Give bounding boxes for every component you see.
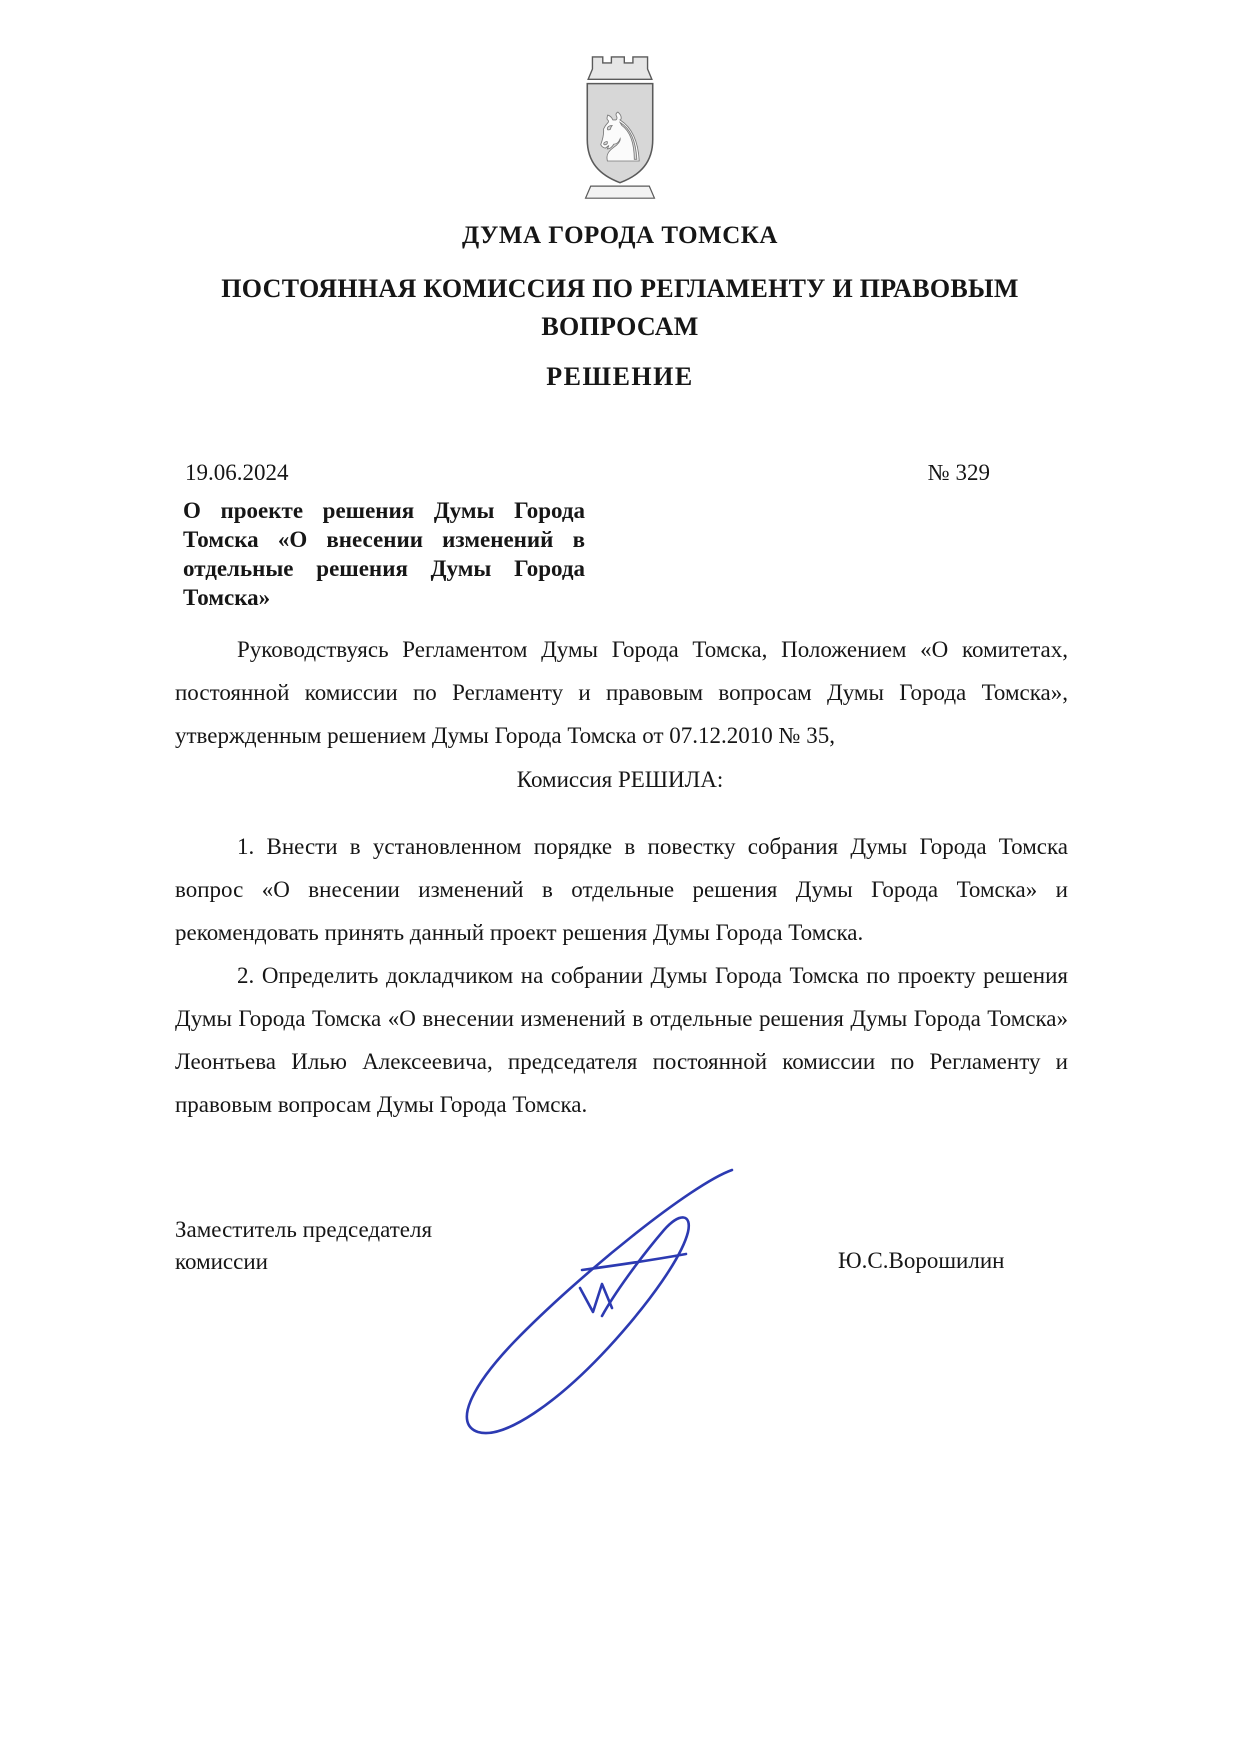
resolution-item-2: 2. Определить докладчиком на собрании Думы Города Томска по проекту решения Думы Города Томска «О внесении изменений в отдельные решения Думы Города Томска» Леонтьева Илью Алексеевича, председателя постоянной комиссии по Регламенту и правовым вопросам Думы Города Томска.	[175, 963, 1068, 1117]
handwritten-signature	[430, 1156, 760, 1446]
coat-of-arms-svg	[558, 55, 682, 207]
document-subject: О проекте решения Думы Города Томска «О внесении изменений в отдельные решения Думы Города Томска»	[183, 498, 585, 610]
document-number: № 329	[927, 460, 990, 485]
resolved-heading: Комиссия РЕШИЛА:	[516, 767, 724, 792]
preamble-paragraph: Руководствуясь Регламентом Думы Города Томска, Положением «О комитетах, постоянной комиссии по Регламенту и правовым вопросам Думы Города Томска», утвержденным решением Думы Города Томска от 07.12.2010 № 35,	[175, 637, 1068, 748]
crown-shape	[588, 57, 652, 79]
resolution-item-1: 1. Внести в установленном порядке в повестку собрания Думы Города Томска вопрос «О внесении изменений в отдельные решения Думы Города Томска» и рекомендовать принять данный проект решения Думы Города Томска.	[175, 834, 1068, 945]
signatory-name: Ю.С.Ворошилин	[838, 1248, 1005, 1273]
document-type-heading: РЕШЕНИЕ	[546, 362, 694, 391]
meta-row	[185, 460, 990, 486]
organization-title: ДУМА ГОРОДА ТОМСКА	[462, 222, 778, 249]
ribbon-shape	[586, 186, 655, 198]
horse-figure: ♞	[589, 99, 651, 178]
signature-svg	[430, 1156, 760, 1446]
signature-block	[0, 1166, 1240, 1506]
tomsk-coat-of-arms-icon	[558, 55, 682, 212]
signature-strokes	[467, 1170, 732, 1433]
commission-title: ПОСТОЯННАЯ КОМИССИЯ ПО РЕГЛАМЕНТУ И ПРАВОВЫМ ВОПРОСАМ	[221, 274, 1019, 341]
document-date: 19.06.2024	[185, 460, 289, 485]
signatory-position: Заместитель председателя комиссии	[175, 1217, 433, 1274]
